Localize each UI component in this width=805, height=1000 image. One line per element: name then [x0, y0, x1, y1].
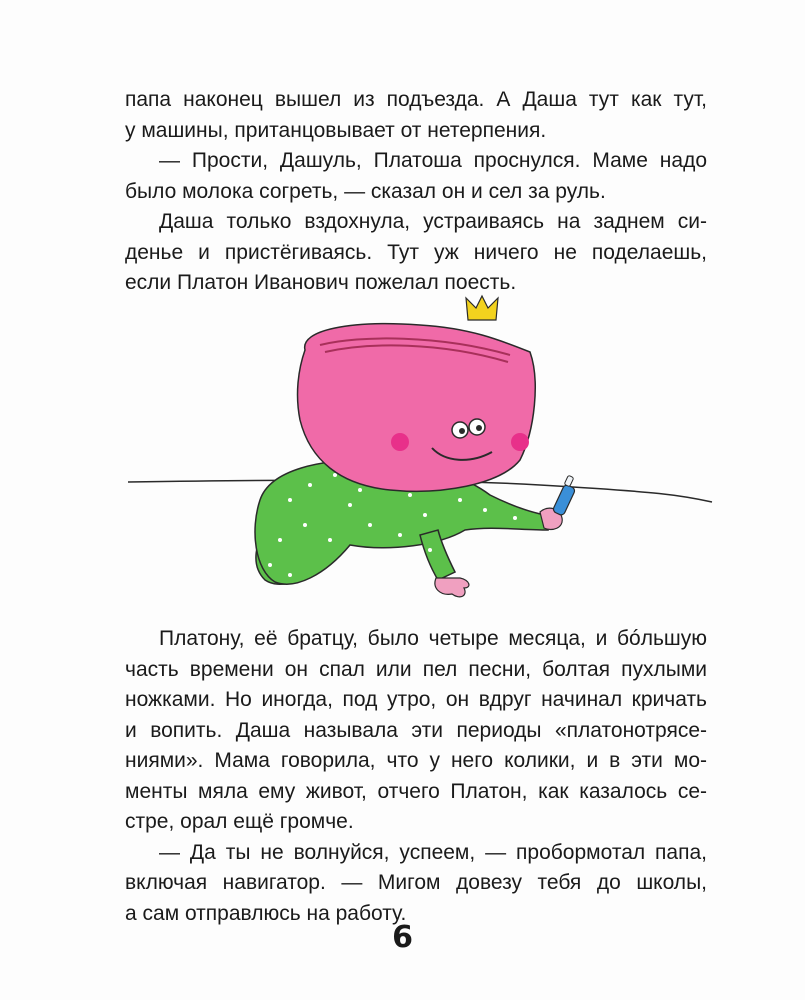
- baby-hand: [435, 578, 469, 597]
- text-line: и вопить. Даша называла эти периоды «платонотрясе-: [125, 718, 707, 742]
- text-line: а сам отправлюсь на работу.: [125, 901, 407, 925]
- text-line: папа наконец вышел из подъезда. А Даша тут как тут,: [125, 88, 707, 111]
- text-line: Даша только вздохнула, устраиваясь на заднем си-: [159, 210, 707, 233]
- baby-illustration: [120, 290, 720, 610]
- page-number: 6: [392, 920, 413, 955]
- text-line: — Прости, Дашуль, Платоша проснулся. Маме надо: [159, 149, 707, 172]
- text-line: у машины, пританцовывает от нетерпения.: [125, 118, 547, 142]
- baby-head: [298, 324, 536, 492]
- text-line: Платону, её братцу, было четыре месяца, и бóльшую: [159, 627, 707, 650]
- baby-bottle-icon: [552, 475, 576, 516]
- top-text-block: [125, 85, 707, 299]
- text-line: менты мяла ему живот, отчего Платон, как казалось се-: [125, 779, 707, 803]
- text-line: стре, орал ещё громче.: [125, 810, 354, 833]
- baby-cheek-left: [391, 433, 409, 451]
- bottom-text-block: [125, 624, 707, 929]
- text-line: было молока согреть, — сказал он и сел за руль.: [125, 179, 606, 203]
- baby-cheek-right: [511, 433, 529, 451]
- text-line: часть времени он спал или пел песни, болтая пухлыми: [125, 657, 707, 681]
- text-line: денье и пристёгиваясь. Тут уж ничего не поделаешь,: [125, 240, 707, 264]
- text-line: если Платон Иванович пожелал поесть.: [125, 271, 517, 294]
- crown-icon: [466, 296, 498, 320]
- text-line: ножками. Но иногда, под утро, он вдруг начинал кричать: [125, 688, 707, 711]
- text-line: ниями». Мама говорила, что у него колики, и в эти мо-: [125, 749, 707, 772]
- text-line: включая навигатор. — Мигом довезу тебя до школы,: [125, 871, 707, 894]
- text-line: — Да ты не волнуйся, успеем, — пробормотал папа,: [159, 840, 707, 864]
